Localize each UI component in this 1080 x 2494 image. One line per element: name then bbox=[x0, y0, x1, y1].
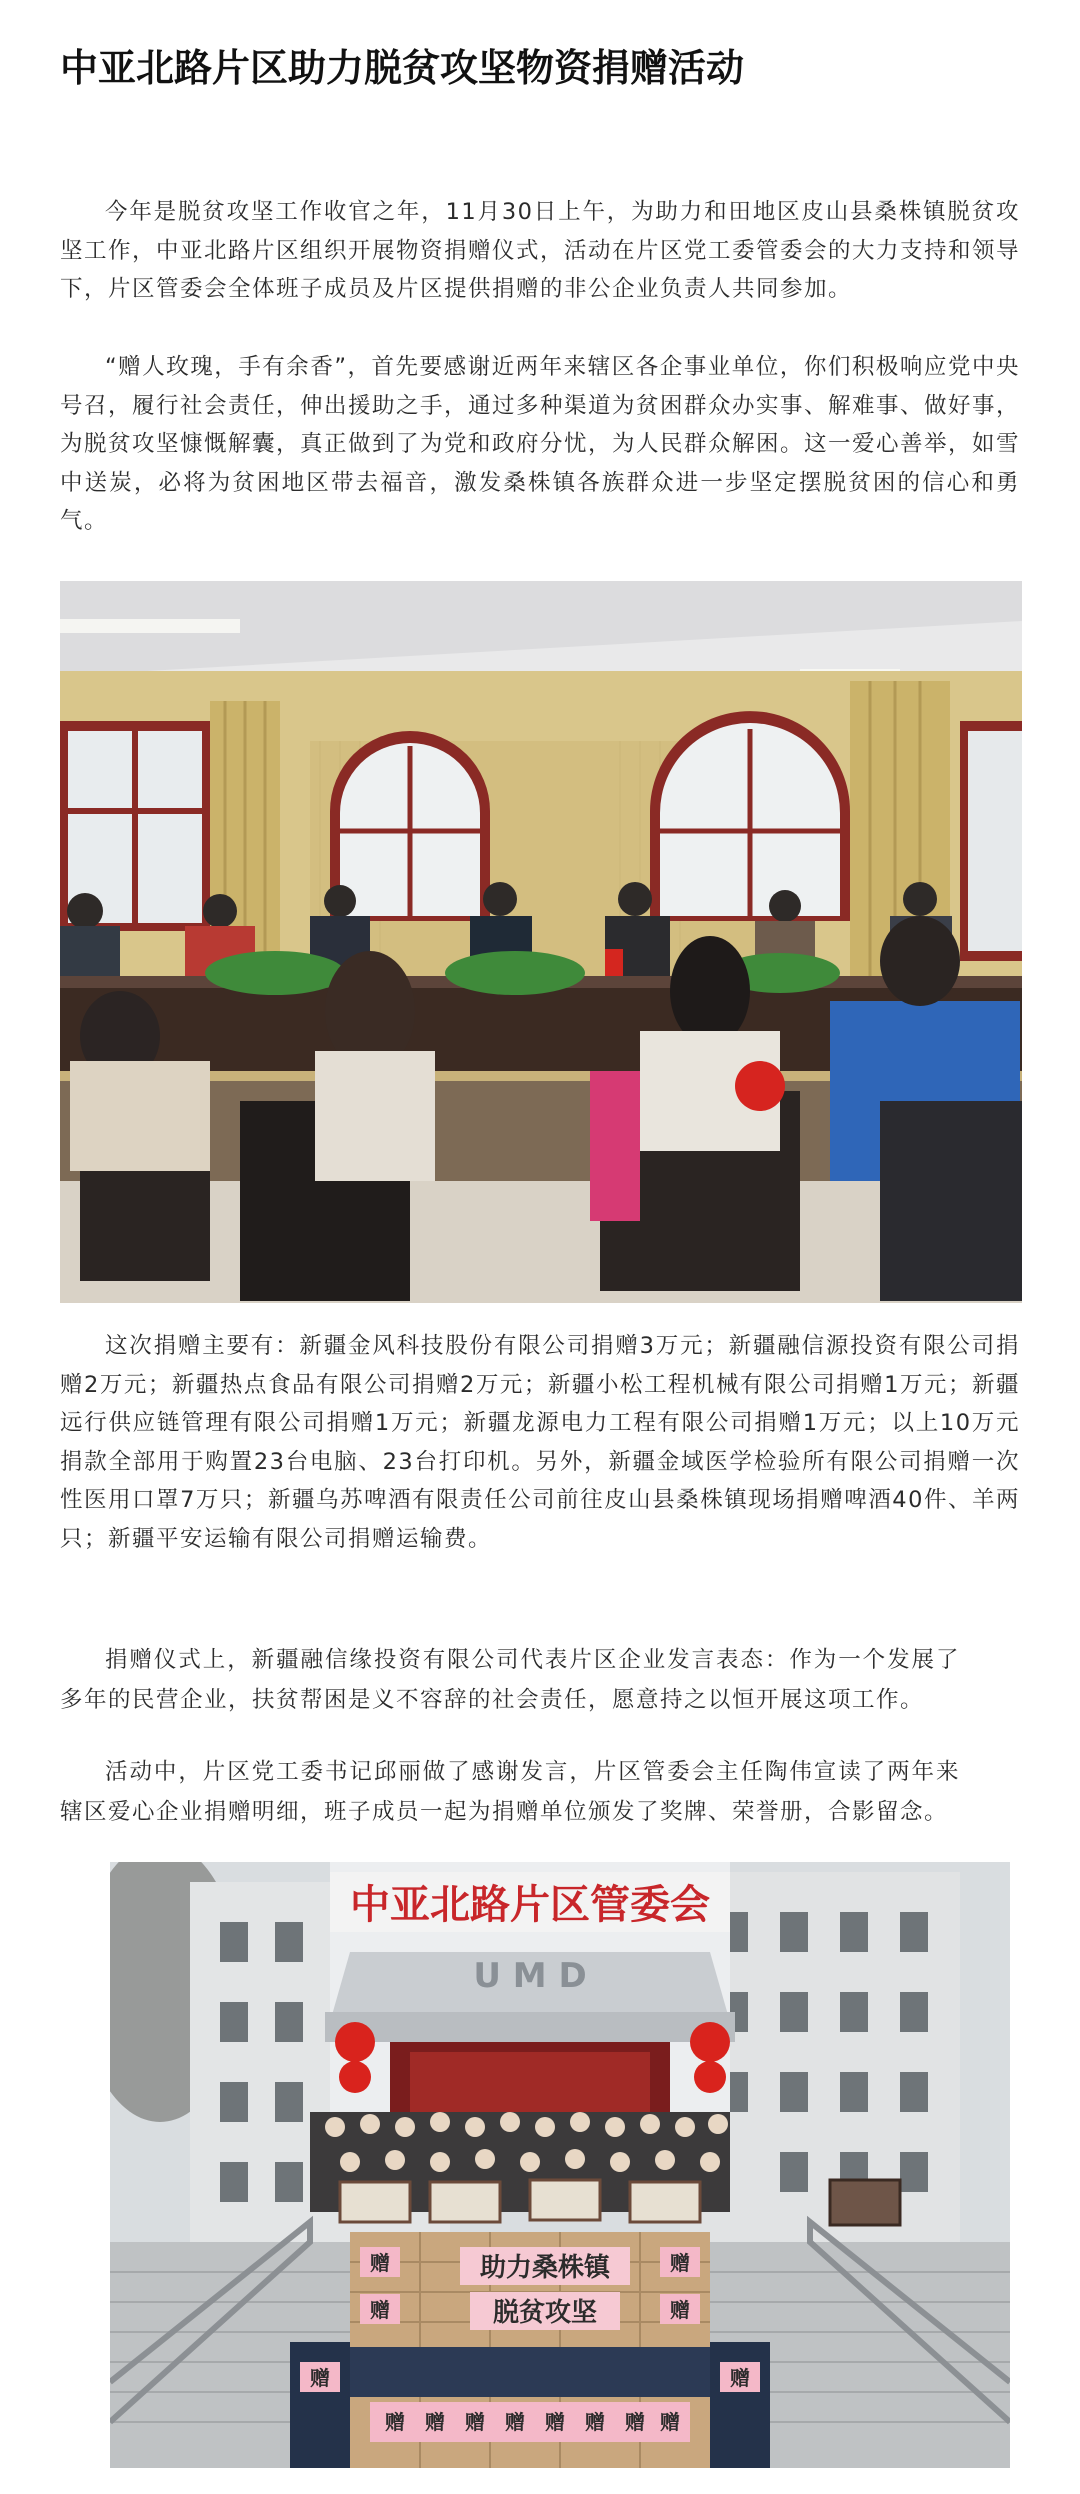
article-title: 中亚北路片区助力脱贫攻坚物资捐赠活动 bbox=[60, 46, 745, 90]
box-label: 赠 bbox=[730, 2366, 750, 2390]
paragraph-ceremony: 捐赠仪式上，新疆融信缘投资有限公司代表片区企业发言表态：作为一个发展了多年的民营企业，扶贫帮困是义不容辞的社会责任，愿意持之以恒开展这项工作。 bbox=[60, 1647, 960, 1713]
box-label: 赠 bbox=[625, 2410, 645, 2434]
paragraph-intro: 今年是脱贫攻坚工作收官之年，11月30日上午，为助力和田地区皮山县桑株镇脱贫攻坚工作，中亚北路片区组织开展物资捐赠仪式，活动在片区党工委管委会的大力支持和领导下，片区管委会全体班子成员及片区提供捐赠的非公企业负责人共同参加。 bbox=[60, 199, 1021, 302]
box-label: 赠 bbox=[425, 2410, 445, 2434]
meeting-photo bbox=[60, 581, 1022, 1303]
box-label: 赠 bbox=[385, 2410, 405, 2434]
banner-bottom: 脱贫攻坚 bbox=[492, 2298, 598, 2328]
paragraph-thanks: “赠人玫瑰，手有余香”，首先要感谢近两年来辖区各企事业单位，你们积极响应党中央号召，履行社会责任，伸出援助之手，通过多种渠道为贫困群众办实事、解难事、做好事，为脱贫攻坚慷慨解囊，真正做到了为党和政府分忧，为人民群众解困。这一爱心善举，如雪中送炭，必将为贫困地区带去福音，激发桑株镇各族群众进一步坚定摆脱贫困的信心和勇气。 bbox=[60, 354, 1021, 534]
box-label: 赠 bbox=[370, 2251, 390, 2275]
box-label: 赠 bbox=[370, 2298, 390, 2322]
box-label: 赠 bbox=[670, 2251, 690, 2275]
paragraph-activity: 活动中，片区党工委书记邱丽做了感谢发言，片区管委会主任陶伟宣读了两年来辖区爱心企业捐赠明细，班子成员一起为捐赠单位颁发了奖牌、荣誉册，合影留念。 bbox=[60, 1759, 960, 1825]
building-logo: U M D bbox=[473, 1956, 587, 1996]
group-photo bbox=[110, 1862, 1010, 2468]
box-label: 赠 bbox=[505, 2410, 525, 2434]
box-label: 赠 bbox=[465, 2410, 485, 2434]
box-label: 赠 bbox=[660, 2410, 680, 2434]
box-label: 赠 bbox=[670, 2298, 690, 2322]
box-label: 赠 bbox=[545, 2410, 565, 2434]
banner-top: 助力桑株镇 bbox=[479, 2253, 611, 2283]
box-label: 赠 bbox=[310, 2366, 330, 2390]
box-label: 赠 bbox=[585, 2410, 605, 2434]
building-sign: 中亚北路片区管委会 bbox=[350, 1882, 710, 1928]
paragraph-donations: 这次捐赠主要有：新疆金风科技股份有限公司捐赠3万元；新疆融信源投资有限公司捐赠2万元；新疆热点食品有限公司捐赠2万元；新疆小松工程机械有限公司捐赠1万元；新疆远行供应链管理有限公司捐赠1万元；新疆龙源电力工程有限公司捐赠1万元；以上10万元捐款全部用于购置23台电脑、23台打印机。另外，新疆金域医学检验所有限公司捐赠一次性医用口罩7万只；新疆乌苏啤酒有限责任公司前往皮山县桑株镇现场捐赠啤酒40件、羊两只；新疆平安运输有限公司捐赠运输费。 bbox=[60, 1333, 1020, 1552]
